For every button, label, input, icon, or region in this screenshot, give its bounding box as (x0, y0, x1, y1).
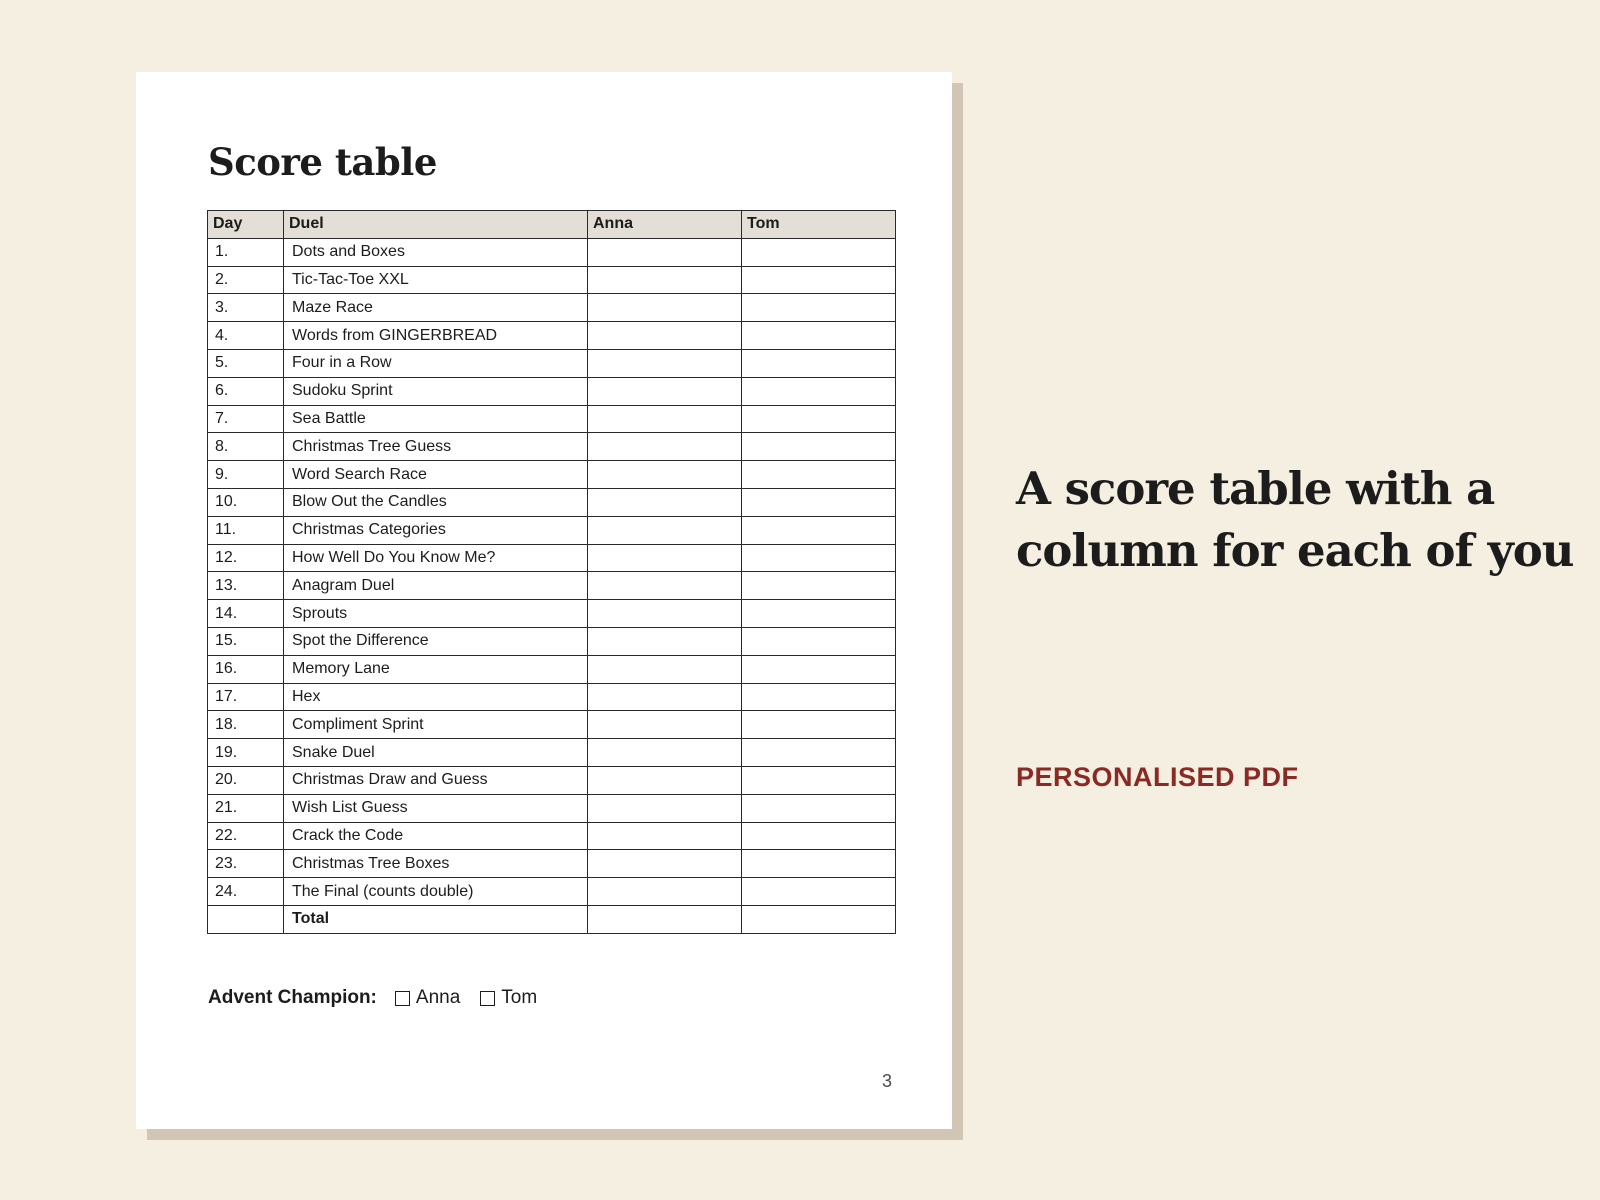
tom-total-cell[interactable] (742, 905, 896, 933)
day-cell: 11. (208, 516, 284, 544)
tom-score-cell[interactable] (742, 850, 896, 878)
table-row (208, 683, 896, 711)
day-cell: 14. (208, 600, 284, 628)
day-cell: 19. (208, 739, 284, 767)
anna-total-cell[interactable] (588, 905, 742, 933)
duel-cell: Christmas Categories (284, 516, 588, 544)
duel-cell: Sudoku Sprint (284, 377, 588, 405)
table-row (208, 850, 896, 878)
table-row (208, 822, 896, 850)
table-row (208, 405, 896, 433)
anna-score-cell[interactable] (588, 878, 742, 906)
day-cell: 9. (208, 461, 284, 489)
headline-line-2: column for each of you (1016, 524, 1574, 577)
tom-score-cell[interactable] (742, 516, 896, 544)
tom-score-cell[interactable] (742, 711, 896, 739)
duel-cell: Blow Out the Candles (284, 488, 588, 516)
advent-champion (208, 987, 557, 1009)
day-cell: 2. (208, 266, 284, 294)
table-row (208, 433, 896, 461)
tom-score-cell[interactable] (742, 266, 896, 294)
tom-score-cell[interactable] (742, 461, 896, 489)
day-cell: 1. (208, 238, 284, 266)
score-table (207, 210, 896, 934)
duel-cell: Memory Lane (284, 655, 588, 683)
table-row (208, 516, 896, 544)
duel-cell: Hex (284, 683, 588, 711)
day-cell: 21. (208, 794, 284, 822)
table-row (208, 711, 896, 739)
tom-score-cell[interactable] (742, 322, 896, 350)
column-header-anna: Anna (588, 211, 742, 239)
day-cell: 12. (208, 544, 284, 572)
table-row (208, 266, 896, 294)
duel-cell: Snake Duel (284, 739, 588, 767)
table-row (208, 294, 896, 322)
day-cell: 7. (208, 405, 284, 433)
tom-score-cell[interactable] (742, 238, 896, 266)
duel-cell: Spot the Difference (284, 627, 588, 655)
table-row (208, 739, 896, 767)
table-row (208, 878, 896, 906)
checkbox-icon[interactable] (480, 991, 495, 1006)
anna-score-cell[interactable] (588, 655, 742, 683)
table-row (208, 544, 896, 572)
tom-score-cell[interactable] (742, 655, 896, 683)
day-cell: 3. (208, 294, 284, 322)
table-row (208, 238, 896, 266)
anna-score-cell[interactable] (588, 433, 742, 461)
tom-score-cell[interactable] (742, 683, 896, 711)
anna-score-cell[interactable] (588, 405, 742, 433)
table-row (208, 377, 896, 405)
duel-cell: Maze Race (284, 294, 588, 322)
day-cell: 5. (208, 349, 284, 377)
day-cell: 22. (208, 822, 284, 850)
day-cell: 15. (208, 627, 284, 655)
anna-score-cell[interactable] (588, 600, 742, 628)
table-row (208, 322, 896, 350)
anna-score-cell[interactable] (588, 544, 742, 572)
table-row (208, 461, 896, 489)
table-row (208, 572, 896, 600)
day-cell: 24. (208, 878, 284, 906)
champion-label: Advent Champion: (208, 987, 377, 1008)
duel-cell: Four in a Row (284, 349, 588, 377)
tom-score-cell[interactable] (742, 600, 896, 628)
document-page (136, 72, 952, 1129)
day-cell: 20. (208, 766, 284, 794)
duel-cell: Sea Battle (284, 405, 588, 433)
champion-option-label: Anna (415, 987, 461, 1008)
day-cell: 8. (208, 433, 284, 461)
table-row (208, 627, 896, 655)
anna-score-cell[interactable] (588, 794, 742, 822)
duel-cell: Compliment Sprint (284, 711, 588, 739)
score-table-body (208, 238, 896, 933)
tom-score-cell[interactable] (742, 794, 896, 822)
duel-cell: Words from GINGERBREAD (284, 322, 588, 350)
day-cell: 17. (208, 683, 284, 711)
anna-score-cell[interactable] (588, 850, 742, 878)
tom-score-cell[interactable] (742, 572, 896, 600)
anna-score-cell[interactable] (588, 516, 742, 544)
anna-score-cell[interactable] (588, 294, 742, 322)
anna-score-cell[interactable] (588, 711, 742, 739)
duel-cell: Christmas Tree Boxes (284, 850, 588, 878)
day-cell: 6. (208, 377, 284, 405)
duel-cell: Christmas Tree Guess (284, 433, 588, 461)
duel-cell: Anagram Duel (284, 572, 588, 600)
day-cell: 18. (208, 711, 284, 739)
tom-score-cell[interactable] (742, 544, 896, 572)
day-cell: 10. (208, 488, 284, 516)
day-cell: 13. (208, 572, 284, 600)
column-header-tom: Tom (742, 211, 896, 239)
headline-line-1: A score table with a (1016, 462, 1495, 515)
tom-score-cell[interactable] (742, 433, 896, 461)
total-label-cell: Total (284, 905, 588, 933)
anna-score-cell[interactable] (588, 822, 742, 850)
tom-score-cell[interactable] (742, 739, 896, 767)
total-day-cell (208, 905, 284, 933)
table-row (208, 766, 896, 794)
anna-score-cell[interactable] (588, 739, 742, 767)
duel-cell: Crack the Code (284, 822, 588, 850)
tom-score-cell[interactable] (742, 405, 896, 433)
champion-option-tom[interactable] (480, 987, 537, 1009)
table-header-row (208, 211, 896, 239)
tom-score-cell[interactable] (742, 294, 896, 322)
anna-score-cell[interactable] (588, 349, 742, 377)
anna-score-cell[interactable] (588, 488, 742, 516)
table-row (208, 794, 896, 822)
column-header-duel: Duel (284, 211, 588, 239)
checkbox-icon[interactable] (395, 991, 410, 1006)
anna-score-cell[interactable] (588, 238, 742, 266)
anna-score-cell[interactable] (588, 572, 742, 600)
day-cell: 23. (208, 850, 284, 878)
product-tag: PERSONALISED PDF (1016, 762, 1299, 792)
tom-score-cell[interactable] (742, 878, 896, 906)
column-header-day: Day (208, 211, 284, 239)
tom-score-cell[interactable] (742, 377, 896, 405)
day-cell: 16. (208, 655, 284, 683)
anna-score-cell[interactable] (588, 322, 742, 350)
table-row (208, 488, 896, 516)
total-row (208, 905, 896, 933)
tom-score-cell[interactable] (742, 766, 896, 794)
page-title: Score table (208, 140, 437, 184)
anna-score-cell[interactable] (588, 377, 742, 405)
anna-score-cell[interactable] (588, 683, 742, 711)
duel-cell: The Final (counts double) (284, 878, 588, 906)
anna-score-cell[interactable] (588, 266, 742, 294)
duel-cell: Tic-Tac-Toe XXL (284, 266, 588, 294)
champion-option-label: Tom (501, 987, 538, 1008)
duel-cell: How Well Do You Know Me? (284, 544, 588, 572)
headline (1016, 458, 1576, 582)
duel-cell: Wish List Guess (284, 794, 588, 822)
tom-score-cell[interactable] (742, 349, 896, 377)
day-cell: 4. (208, 322, 284, 350)
duel-cell: Dots and Boxes (284, 238, 588, 266)
duel-cell: Word Search Race (284, 461, 588, 489)
page-number: 3 (881, 1071, 892, 1091)
duel-cell: Christmas Draw and Guess (284, 766, 588, 794)
tom-score-cell[interactable] (742, 627, 896, 655)
tom-score-cell[interactable] (742, 822, 896, 850)
champion-option-anna[interactable] (395, 987, 460, 1009)
table-row (208, 655, 896, 683)
tom-score-cell[interactable] (742, 488, 896, 516)
table-row (208, 600, 896, 628)
duel-cell: Sprouts (284, 600, 588, 628)
table-row (208, 349, 896, 377)
anna-score-cell[interactable] (588, 766, 742, 794)
anna-score-cell[interactable] (588, 627, 742, 655)
anna-score-cell[interactable] (588, 461, 742, 489)
